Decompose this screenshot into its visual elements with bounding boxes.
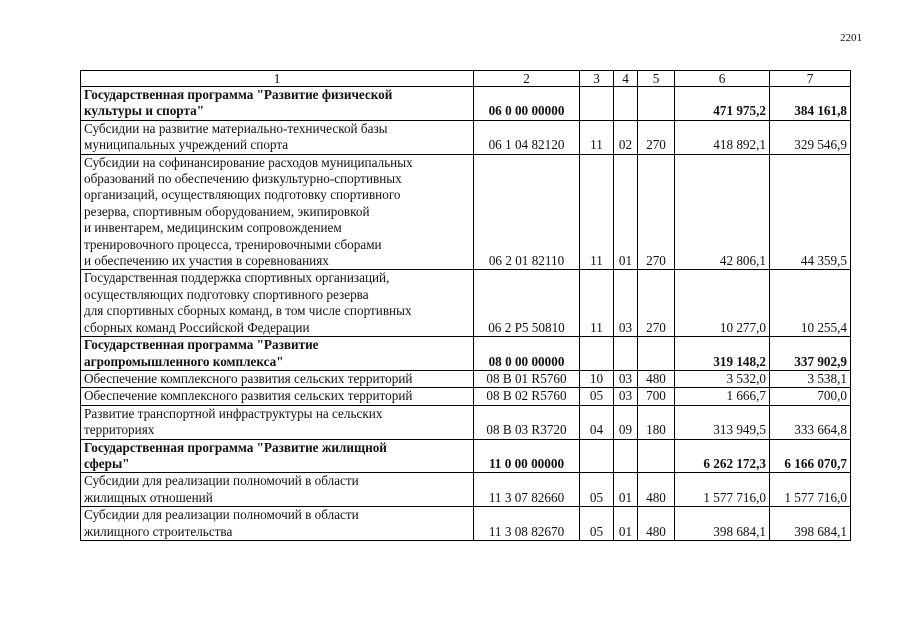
row-name-cell bbox=[81, 388, 474, 405]
row-name-line: Субсидии на развитие материально-технической базы bbox=[84, 120, 388, 136]
column-header-5: 5 bbox=[638, 71, 675, 87]
row-name-line: Развитие транспортной инфраструктуры на сельских bbox=[84, 405, 383, 421]
budget-code-cell: 11 3 07 82660 bbox=[474, 473, 580, 507]
expense-type-cell bbox=[638, 337, 675, 371]
row-name-line: сборных команд Российской Федерации bbox=[84, 319, 310, 335]
budget-code-cell: 06 0 00 00000 bbox=[474, 87, 580, 121]
subsection-cell: 03 bbox=[614, 270, 638, 337]
subsection-cell bbox=[614, 439, 638, 473]
row-name-cell bbox=[81, 405, 474, 439]
row-name-line: Субсидии для реализации полномочий в области bbox=[84, 473, 359, 489]
section-cell: 11 bbox=[580, 154, 614, 270]
row-name-cell bbox=[81, 507, 474, 541]
amount-col6-cell: 6 262 172,3 bbox=[675, 439, 770, 473]
row-name-line: культуры и спорта" bbox=[84, 103, 205, 119]
column-header-6: 6 bbox=[675, 71, 770, 87]
subsection-cell: 03 bbox=[614, 370, 638, 387]
table-row bbox=[81, 270, 851, 337]
row-name-line: резерва, спортивным оборудованием, экипировкой bbox=[84, 203, 370, 219]
row-name-line: муниципальных учреждений спорта bbox=[84, 137, 289, 153]
row-name-line: агропромышленного комплекса" bbox=[84, 353, 284, 369]
amount-col6-cell: 313 949,5 bbox=[675, 405, 770, 439]
column-header-4: 4 bbox=[614, 71, 638, 87]
amount-col6-cell: 319 148,2 bbox=[675, 337, 770, 371]
section-cell: 05 bbox=[580, 507, 614, 541]
row-name-line: Государственная поддержка спортивных организаций, bbox=[84, 270, 390, 286]
amount-col7-cell: 1 577 716,0 bbox=[770, 473, 851, 507]
row-name-cell bbox=[81, 337, 474, 371]
budget-code-cell: 08 В 02 R5760 bbox=[474, 388, 580, 405]
section-cell: 10 bbox=[580, 370, 614, 387]
table-row bbox=[81, 388, 851, 405]
table-row bbox=[81, 473, 851, 507]
row-name-cell bbox=[81, 473, 474, 507]
amount-col6-cell: 3 532,0 bbox=[675, 370, 770, 387]
amount-col6-cell: 418 892,1 bbox=[675, 120, 770, 154]
row-name-cell bbox=[81, 370, 474, 387]
amount-col6-cell: 471 975,2 bbox=[675, 87, 770, 121]
table-row bbox=[81, 120, 851, 154]
section-cell bbox=[580, 337, 614, 371]
expense-type-cell: 270 bbox=[638, 270, 675, 337]
amount-col7-cell: 337 902,9 bbox=[770, 337, 851, 371]
row-name-line: Государственная программа "Развитие физической bbox=[84, 87, 393, 102]
program-row bbox=[81, 87, 851, 121]
section-cell: 05 bbox=[580, 473, 614, 507]
row-name-line: тренировочного процесса, тренировочными сборами bbox=[84, 236, 382, 252]
budget-table bbox=[80, 70, 851, 541]
table-row bbox=[81, 154, 851, 270]
amount-col7-cell: 384 161,8 bbox=[770, 87, 851, 121]
budget-code-cell: 06 2 01 82110 bbox=[474, 154, 580, 270]
amount-col7-cell: 329 546,9 bbox=[770, 120, 851, 154]
column-header-2: 2 bbox=[474, 71, 580, 87]
amount-col6-cell: 398 684,1 bbox=[675, 507, 770, 541]
row-name-cell bbox=[81, 120, 474, 154]
section-cell: 04 bbox=[580, 405, 614, 439]
expense-type-cell: 700 bbox=[638, 388, 675, 405]
section-cell bbox=[580, 439, 614, 473]
row-name-cell bbox=[81, 439, 474, 473]
table-body bbox=[81, 71, 851, 541]
expense-type-cell: 270 bbox=[638, 154, 675, 270]
subsection-cell: 09 bbox=[614, 405, 638, 439]
subsection-cell: 01 bbox=[614, 507, 638, 541]
subsection-cell: 02 bbox=[614, 120, 638, 154]
amount-col7-cell: 3 538,1 bbox=[770, 370, 851, 387]
expense-type-cell: 180 bbox=[638, 405, 675, 439]
subsection-cell bbox=[614, 337, 638, 371]
section-cell: 11 bbox=[580, 270, 614, 337]
expense-type-cell: 480 bbox=[638, 370, 675, 387]
column-header-3: 3 bbox=[580, 71, 614, 87]
row-name-line: Обеспечение комплексного развития сельских территорий bbox=[84, 370, 413, 386]
program-row bbox=[81, 337, 851, 371]
subsection-cell: 01 bbox=[614, 473, 638, 507]
amount-col6-cell: 1 666,7 bbox=[675, 388, 770, 405]
section-cell: 05 bbox=[580, 388, 614, 405]
subsection-cell bbox=[614, 87, 638, 121]
budget-code-cell: 08 0 00 00000 bbox=[474, 337, 580, 371]
expense-type-cell: 270 bbox=[638, 120, 675, 154]
row-name-cell bbox=[81, 270, 474, 337]
expense-type-cell: 480 bbox=[638, 473, 675, 507]
amount-col7-cell: 44 359,5 bbox=[770, 154, 851, 270]
amount-col7-cell: 398 684,1 bbox=[770, 507, 851, 541]
row-name-line: образований по обеспечению физкультурно-спортивных bbox=[84, 171, 402, 187]
subsection-cell: 01 bbox=[614, 154, 638, 270]
amount-col7-cell: 700,0 bbox=[770, 388, 851, 405]
row-name-line: для спортивных сборных команд, в том числе спортивных bbox=[84, 303, 412, 319]
amount-col7-cell: 6 166 070,7 bbox=[770, 439, 851, 473]
row-name-line: жилищного строительства bbox=[84, 523, 233, 539]
budget-code-cell: 11 3 08 82670 bbox=[474, 507, 580, 541]
row-name-cell bbox=[81, 87, 474, 121]
table-row bbox=[81, 507, 851, 541]
amount-col6-cell: 10 277,0 bbox=[675, 270, 770, 337]
row-name-line: Субсидии на софинансирование расходов муниципальных bbox=[84, 154, 413, 170]
row-name-line: и обеспечению их участия в соревнованиях bbox=[84, 253, 329, 269]
column-header-1: 1 bbox=[81, 71, 474, 87]
budget-code-cell: 08 В 01 R5760 bbox=[474, 370, 580, 387]
row-name-line: Субсидии для реализации полномочий в области bbox=[84, 507, 359, 523]
table-row bbox=[81, 370, 851, 387]
amount-col6-cell: 42 806,1 bbox=[675, 154, 770, 270]
row-name-line: территориях bbox=[84, 422, 155, 438]
table-row bbox=[81, 405, 851, 439]
column-header-7: 7 bbox=[770, 71, 851, 87]
subsection-cell: 03 bbox=[614, 388, 638, 405]
section-cell bbox=[580, 87, 614, 121]
amount-col7-cell: 333 664,8 bbox=[770, 405, 851, 439]
budget-code-cell: 06 2 Р5 50810 bbox=[474, 270, 580, 337]
row-name-line: сферы" bbox=[84, 455, 130, 471]
row-name-line: Государственная программа "Развитие жилищной bbox=[84, 439, 387, 455]
expense-type-cell: 480 bbox=[638, 507, 675, 541]
amount-col6-cell: 1 577 716,0 bbox=[675, 473, 770, 507]
budget-code-cell: 11 0 00 00000 bbox=[474, 439, 580, 473]
expense-type-cell bbox=[638, 87, 675, 121]
column-number-header-row bbox=[81, 71, 851, 87]
row-name-line: и инвентарем, медицинским сопровождением bbox=[84, 220, 342, 236]
expense-type-cell bbox=[638, 439, 675, 473]
row-name-line: Обеспечение комплексного развития сельских территорий bbox=[84, 388, 413, 404]
row-name-cell bbox=[81, 154, 474, 270]
program-row bbox=[81, 439, 851, 473]
row-name-line: организаций, осуществляющих подготовку спортивного bbox=[84, 187, 401, 203]
row-name-line: осуществляющих подготовку спортивного резерва bbox=[84, 286, 369, 302]
amount-col7-cell: 10 255,4 bbox=[770, 270, 851, 337]
budget-code-cell: 08 В 03 R3720 bbox=[474, 405, 580, 439]
page-number: 2201 bbox=[840, 32, 862, 44]
row-name-line: Государственная программа "Развитие bbox=[84, 337, 319, 353]
row-name-line: жилищных отношений bbox=[84, 489, 213, 505]
section-cell: 11 bbox=[580, 120, 614, 154]
budget-code-cell: 06 1 04 82120 bbox=[474, 120, 580, 154]
